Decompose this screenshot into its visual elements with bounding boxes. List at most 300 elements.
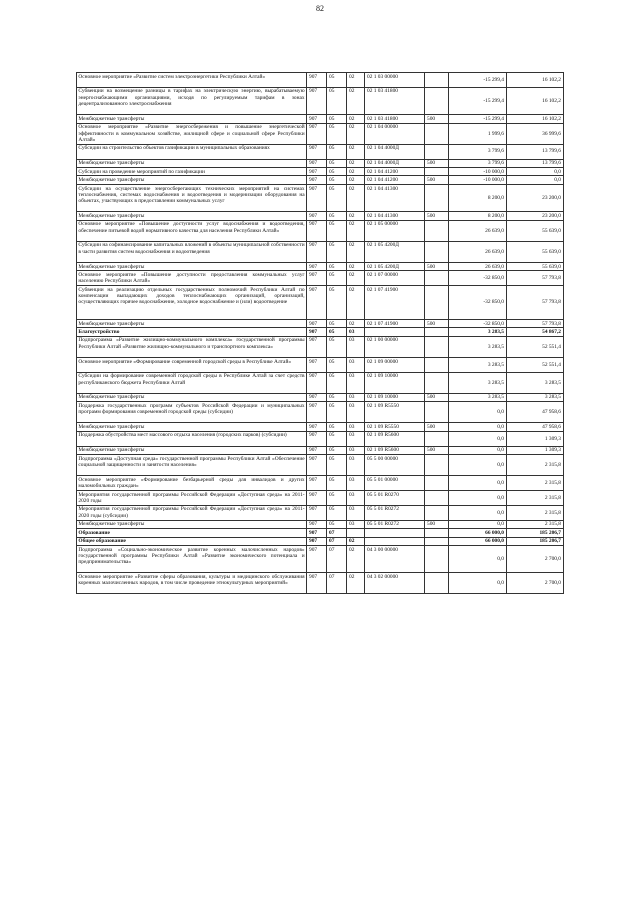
row-name: Субсидии на формирование современной городской среды в Республике Алтай за счет средств республиканского бюджета Республики Алтай (77, 372, 307, 393)
amount-total: 185 206,7 (507, 529, 564, 537)
row-name: Основное мероприятие «Формирование современной городской среды в Республике Алтай» (77, 357, 307, 372)
row-name: Межбюджетные трансферты (77, 446, 307, 454)
table-row (77, 573, 564, 594)
ministry-code: 907 (307, 241, 327, 262)
section-code: 05 (327, 455, 347, 476)
row-name: Межбюджетные трансферты (77, 319, 307, 327)
subsection-code: 02 (347, 176, 365, 184)
target-article-code: 02 1 05 4200Д (365, 241, 425, 262)
amount-total: 3 283,5 (507, 372, 564, 393)
section-code: 05 (327, 476, 347, 491)
expense-type-code (425, 286, 449, 320)
row-name: Межбюджетные трансферты (77, 212, 307, 220)
amount-change: 3 283,5 (449, 372, 507, 393)
target-article-code: 02 1 04 41200 (365, 176, 425, 184)
amount-total: 23 200,0 (507, 212, 564, 220)
table-row (77, 286, 564, 320)
target-article-code: 02 1 04 4000Д (365, 159, 425, 167)
amount-change: 3 799,6 (449, 144, 507, 159)
subsection-code: 03 (347, 431, 365, 446)
section-code: 05 (327, 144, 347, 159)
expense-type-code (425, 476, 449, 491)
amount-total: 16 102,2 (507, 73, 564, 88)
ministry-code: 907 (307, 573, 327, 594)
ministry-code: 907 (307, 505, 327, 520)
target-article-code: 05 5 01 00000 (365, 476, 425, 491)
section-code: 05 (327, 212, 347, 220)
subsection-code: 02 (347, 271, 365, 286)
amount-change: 0,0 (449, 431, 507, 446)
target-article-code: 02 1 09 R5600 (365, 446, 425, 454)
table-row (77, 319, 564, 327)
amount-total: 185 206,7 (507, 537, 564, 545)
amount-total: 0,0 (507, 167, 564, 175)
section-code: 05 (327, 491, 347, 506)
subsection-code: 02 (347, 167, 365, 175)
amount-total: 57 793,8 (507, 319, 564, 327)
table-row (77, 184, 564, 211)
section-code: 05 (327, 115, 347, 123)
section-code: 05 (327, 167, 347, 175)
table-body (77, 73, 564, 594)
amount-total: 57 793,8 (507, 286, 564, 320)
amount-total: 3 283,5 (507, 393, 564, 401)
row-name: Субсидии на осуществление энергосберегающих технических мероприятий на системах теплоснабжения, системах водоснабжения и водоотведения и модернизации оборудования на объектах, участвующих в предоставлении коммунальных услуг (77, 184, 307, 211)
table-row (77, 220, 564, 241)
subsection-code: 02 (347, 184, 365, 211)
ministry-code: 907 (307, 402, 327, 423)
subsection-code: 02 (347, 220, 365, 241)
amount-change: 0,0 (449, 546, 507, 573)
row-name: Основное мероприятие «Повышение доступности услуг водоснабжения и водоотведения, обеспечение питьевой водой нормативного качества для населения Республики Алтай» (77, 220, 307, 241)
amount-total: 47 958,6 (507, 402, 564, 423)
expense-type-code (425, 455, 449, 476)
subsection-code: 03 (347, 402, 365, 423)
target-article-code: 02 1 04 41300 (365, 212, 425, 220)
expense-type-code (425, 529, 449, 537)
table-row (77, 271, 564, 286)
amount-change: -32 850,0 (449, 286, 507, 320)
target-article-code: 02 1 05 4200Д (365, 262, 425, 270)
amount-total: 52 551,4 (507, 336, 564, 357)
amount-change: 0,0 (449, 423, 507, 431)
amount-total: 16 102,2 (507, 115, 564, 123)
section-code: 05 (327, 184, 347, 211)
table-row (77, 115, 564, 123)
amount-total: 0,0 (507, 176, 564, 184)
table-row (77, 328, 564, 336)
target-article-code: 04 3 02 00000 (365, 573, 425, 594)
amount-total: 23 200,0 (507, 184, 564, 211)
row-name: Подпрограмма «Доступная среда» государственной программы Республики Алтай «Обеспечение социальной защищенности и занятости населения» (77, 455, 307, 476)
amount-change: -15 299,4 (449, 87, 507, 114)
table-row (77, 476, 564, 491)
ministry-code: 907 (307, 87, 327, 114)
row-name: Образование (77, 529, 307, 537)
section-code: 05 (327, 423, 347, 431)
amount-change: 0,0 (449, 505, 507, 520)
row-name: Субсидии на проведение мероприятий по газификации (77, 167, 307, 175)
row-name: Субсидии на софинансирование капитальных вложений в объекты муниципальной собственности в части развития систем водоснабжения и водоотведения (77, 241, 307, 262)
amount-change: 1 999,6 (449, 123, 507, 144)
row-name: Мероприятия государственной программы Российской Федерации «Доступная среда» на 2011-2020 годы (субсидии) (78, 506, 305, 519)
table-row (77, 546, 564, 573)
ministry-code: 907 (307, 476, 327, 491)
amount-change: 3 283,5 (449, 393, 507, 401)
ministry-code: 907 (307, 546, 327, 573)
section-code: 05 (327, 505, 347, 520)
target-article-code: 02 1 03 00000 (365, 73, 425, 88)
amount-change: -32 850,0 (449, 271, 507, 286)
table-row (77, 123, 564, 144)
section-code: 07 (327, 546, 347, 573)
ministry-code: 907 (307, 115, 327, 123)
row-name: Межбюджетные трансферты (77, 262, 307, 270)
subsection-code: 03 (347, 336, 365, 357)
section-code: 05 (327, 336, 347, 357)
table-row (77, 159, 564, 167)
expense-type-code: 500 (425, 159, 449, 167)
amount-change: 0,0 (449, 573, 507, 594)
section-code: 05 (327, 402, 347, 423)
target-article-code (365, 529, 425, 537)
ministry-code: 907 (307, 446, 327, 454)
amount-change: 3 283,5 (449, 336, 507, 357)
ministry-code: 907 (307, 144, 327, 159)
amount-change: 3 283,5 (449, 357, 507, 372)
expense-type-code (425, 220, 449, 241)
expense-type-code (425, 537, 449, 545)
amount-total: 2 315,8 (507, 476, 564, 491)
ministry-code: 907 (307, 393, 327, 401)
row-name: Подпрограмма «Развитие жилищно-коммунального комплекса» государственной программы Республики Алтай «Развитие жилищно-коммунального и транспортного комплекса» (77, 336, 307, 357)
section-code: 05 (327, 357, 347, 372)
expense-type-code (425, 184, 449, 211)
expense-type-code: 500 (425, 446, 449, 454)
target-article-code: 05 5 01 R0272 (365, 505, 425, 520)
expense-type-code: 500 (425, 520, 449, 528)
target-article-code: 02 1 04 4000Д (365, 144, 425, 159)
amount-change: -10 000,0 (449, 167, 507, 175)
amount-total: 55 639,0 (507, 262, 564, 270)
amount-change: 8 200,0 (449, 184, 507, 211)
amount-change: 26 639,0 (449, 241, 507, 262)
target-article-code: 02 1 04 41300 (365, 184, 425, 211)
expense-type-code (425, 144, 449, 159)
expense-type-code (425, 123, 449, 144)
expense-type-code: 500 (425, 393, 449, 401)
ministry-code: 907 (307, 491, 327, 506)
ministry-code: 907 (307, 123, 327, 144)
table-row (77, 144, 564, 159)
subsection-code: 02 (347, 212, 365, 220)
row-name: Поддержка государственных программ субъектов Российской Федерации и муниципальных программ формирования современной городской среды (субсидии) (77, 402, 307, 423)
section-code: 05 (327, 241, 347, 262)
table-row (77, 423, 564, 431)
table-row (77, 455, 564, 476)
subsection-code: 02 (347, 241, 365, 262)
table-row (77, 537, 564, 545)
row-name: Межбюджетные трансферты (77, 423, 307, 431)
table-row (77, 87, 564, 114)
expense-type-code: 500 (425, 212, 449, 220)
ministry-code: 907 (307, 262, 327, 270)
subsection-code: 02 (347, 87, 365, 114)
section-code: 05 (327, 319, 347, 327)
expense-type-code (425, 241, 449, 262)
subsection-code: 02 (347, 73, 365, 88)
section-code: 05 (327, 87, 347, 114)
ministry-code: 907 (307, 328, 327, 336)
table-row (77, 357, 564, 372)
row-name: Подпрограмма «Социально-экономическое развитие коренных малочисленных народов» государственной программы Республики Алтай «Развитие экономического потенциала и предпринимательства» (77, 546, 307, 573)
section-code: 05 (327, 286, 347, 320)
row-name: Субсидии на строительство объектов газификации в муниципальных образованиях (77, 144, 307, 159)
target-article-code: 05 5 01 R0272 (365, 520, 425, 528)
subsection-code: 03 (347, 357, 365, 372)
expense-type-code (425, 402, 449, 423)
amount-total: 52 551,4 (507, 357, 564, 372)
expense-type-code: 500 (425, 423, 449, 431)
section-code: 05 (327, 446, 347, 454)
target-article-code: 05 5 00 00000 (365, 455, 425, 476)
subsection-code: 02 (347, 546, 365, 573)
amount-change: -15 299,4 (449, 73, 507, 88)
row-name: Основное мероприятие «Формирование безбарьерной среды для инвалидов и других маломобильных граждан» (78, 476, 305, 490)
row-name: Мероприятия государственной программы Российской Федерации «Доступная среда» на 2011-2020 годы (78, 491, 305, 504)
subsection-code: 03 (347, 423, 365, 431)
table-row (77, 167, 564, 175)
section-code: 05 (327, 176, 347, 184)
amount-total: 36 999,6 (507, 123, 564, 144)
amount-change: -32 850,0 (449, 319, 507, 327)
row-name: Основное мероприятие «Развитие систем электроэнергетики Республики Алтай» (77, 73, 307, 88)
ministry-code: 907 (307, 537, 327, 545)
target-article-code: 02 1 09 R5550 (365, 423, 425, 431)
table-row (77, 212, 564, 220)
amount-change: 8 200,0 (449, 212, 507, 220)
table-row (77, 176, 564, 184)
expense-type-code (425, 336, 449, 357)
amount-change: 0,0 (449, 491, 507, 506)
budget-table (76, 72, 564, 594)
row-name: Субвенции на реализацию отдельных государственных полномочий Республики Алтай по компенсации выпадающих доходов теплоснабжающих организаций, организаций, осуществляющих горячее водоснабжение, холодное водоснабжение и (или) водоотведение (77, 286, 307, 320)
subsection-code: 03 (347, 372, 365, 393)
amount-change: 66 000,0 (449, 537, 507, 545)
amount-change: 26 639,0 (449, 262, 507, 270)
amount-total: 2 315,8 (507, 455, 564, 476)
expense-type-code (425, 573, 449, 594)
subsection-code: 02 (347, 159, 365, 167)
amount-total: 2 315,8 (507, 505, 564, 520)
target-article-code: 02 1 09 10000 (365, 393, 425, 401)
section-code: 07 (327, 537, 347, 545)
amount-total: 55 639,0 (507, 241, 564, 262)
subsection-code: 03 (347, 393, 365, 401)
amount-total: 55 639,0 (507, 220, 564, 241)
subsection-code: 02 (347, 115, 365, 123)
ministry-code: 907 (307, 220, 327, 241)
target-article-code: 02 1 09 R5600 (365, 431, 425, 446)
expense-type-code: 500 (425, 319, 449, 327)
section-code: 05 (327, 372, 347, 393)
subsection-code: 02 (347, 123, 365, 144)
target-article-code: 02 1 07 41900 (365, 286, 425, 320)
ministry-code: 907 (307, 212, 327, 220)
ministry-code: 907 (307, 167, 327, 175)
subsection-code: 03 (347, 491, 365, 506)
target-article-code: 02 1 07 00000 (365, 271, 425, 286)
amount-change: -10 000,0 (449, 176, 507, 184)
amount-total: 13 799,6 (507, 144, 564, 159)
target-article-code: 02 1 05 00000 (365, 220, 425, 241)
ministry-code: 907 (307, 372, 327, 393)
expense-type-code (425, 271, 449, 286)
section-code: 05 (327, 159, 347, 167)
row-name: Межбюджетные трансферты (77, 393, 307, 401)
amount-change: 0,0 (449, 520, 507, 528)
subsection-code: 03 (347, 505, 365, 520)
section-code: 07 (327, 529, 347, 537)
table-row (77, 73, 564, 88)
row-name: Межбюджетные трансферты (77, 520, 307, 528)
table-row (77, 505, 564, 520)
amount-total: 2 700,0 (507, 573, 564, 594)
ministry-code: 907 (307, 520, 327, 528)
expense-type-code (425, 431, 449, 446)
amount-total: 16 102,2 (507, 87, 564, 114)
target-article-code (365, 537, 425, 545)
subsection-code: 03 (347, 520, 365, 528)
row-name: Основное мероприятие «Повышение доступности предоставления коммунальных услуг населению Республики Алтай» (78, 272, 305, 285)
target-article-code: 02 1 04 00000 (365, 123, 425, 144)
amount-change: 66 000,0 (449, 529, 507, 537)
table-row (77, 402, 564, 423)
subsection-code: 03 (347, 476, 365, 491)
subsection-code: 02 (347, 537, 365, 545)
section-code: 05 (327, 220, 347, 241)
expense-type-code (425, 73, 449, 88)
target-article-code: 02 1 00 00000 (365, 336, 425, 357)
ministry-code: 907 (307, 271, 327, 286)
section-code: 05 (327, 271, 347, 286)
expense-type-code: 500 (425, 262, 449, 270)
row-name: Основное мероприятие «Развитие сферы образования, культуры и медицинского обслуживания коренных малочисленных народов, в том числе проведение этнокультурных мероприятий» (77, 573, 307, 594)
expense-type-code (425, 505, 449, 520)
table-row (77, 372, 564, 393)
expense-type-code (425, 372, 449, 393)
section-code: 05 (327, 393, 347, 401)
target-article-code: 02 1 03 41800 (365, 115, 425, 123)
section-code: 05 (327, 123, 347, 144)
subsection-code: 02 (347, 262, 365, 270)
target-article-code: 02 1 03 41800 (365, 87, 425, 114)
target-article-code: 04 3 00 00000 (365, 546, 425, 573)
table-row (77, 529, 564, 537)
amount-change: 3 283,5 (449, 328, 507, 336)
amount-change: 3 799,6 (449, 159, 507, 167)
target-article-code (365, 328, 425, 336)
expense-type-code (425, 87, 449, 114)
amount-change: 0,0 (449, 476, 507, 491)
expense-type-code (425, 357, 449, 372)
section-code: 05 (327, 262, 347, 270)
amount-total: 57 793,8 (507, 271, 564, 286)
table-row (77, 241, 564, 262)
expense-type-code (425, 167, 449, 175)
subsection-code: 02 (347, 286, 365, 320)
subsection-code: 03 (347, 455, 365, 476)
ministry-code: 907 (307, 336, 327, 357)
amount-total: 1 309,3 (507, 431, 564, 446)
target-article-code: 05 5 01 R0270 (365, 491, 425, 506)
expense-type-code (425, 546, 449, 573)
ministry-code: 907 (307, 529, 327, 537)
amount-total: 54 867,2 (507, 328, 564, 336)
subsection-code: 02 (347, 144, 365, 159)
ministry-code: 907 (307, 357, 327, 372)
subsection-code: 02 (347, 319, 365, 327)
target-article-code: 02 1 07 41900 (365, 319, 425, 327)
amount-change: 0,0 (449, 402, 507, 423)
amount-total: 2 700,0 (507, 546, 564, 573)
section-code: 05 (327, 431, 347, 446)
subsection-code: 03 (347, 446, 365, 454)
target-article-code: 02 1 09 R5550 (365, 402, 425, 423)
amount-change: 0,0 (449, 446, 507, 454)
subsection-code: 02 (347, 573, 365, 594)
amount-change: 0,0 (449, 455, 507, 476)
table-row (77, 520, 564, 528)
row-name: Межбюджетные трансферты (77, 176, 307, 184)
section-code: 07 (327, 573, 347, 594)
amount-total: 2 315,8 (507, 491, 564, 506)
row-name: Межбюджетные трансферты (77, 159, 307, 167)
subsection-code (347, 529, 365, 537)
row-name: Благоустройство (77, 328, 307, 336)
section-code: 05 (327, 328, 347, 336)
amount-total: 2 315,8 (507, 520, 564, 528)
table-row (77, 336, 564, 357)
ministry-code: 907 (307, 431, 327, 446)
table-row (77, 431, 564, 446)
table-row (77, 446, 564, 454)
target-article-code: 02 1 04 41200 (365, 167, 425, 175)
row-name: Основное мероприятие «Развитие энергосбережения и повышение энергетической эффективности в коммунальном хозяйстве, жилищной сфере и социальной сфере Республики Алтай» (78, 124, 305, 143)
section-code: 05 (327, 73, 347, 88)
section-code: 05 (327, 520, 347, 528)
row-name: Поддержка обустройства мест массового отдыха населения (городских парков) (субсидии) (77, 431, 307, 446)
ministry-code: 907 (307, 73, 327, 88)
table-row (77, 491, 564, 506)
amount-change: -15 299,4 (449, 115, 507, 123)
expense-type-code: 500 (425, 176, 449, 184)
expense-type-code (425, 491, 449, 506)
subsection-code: 03 (347, 328, 365, 336)
row-name: Субвенции на возмещение разницы в тарифах на электрическую энергию, вырабатываемую энергоснабжающими организациями, исходя по регулируемым тарифам в зонах децентрализованного электроснабжения (77, 87, 307, 114)
ministry-code: 907 (307, 423, 327, 431)
target-article-code: 02 1 09 10000 (365, 372, 425, 393)
page-number: 82 (316, 4, 324, 13)
amount-total: 1 309,3 (507, 446, 564, 454)
amount-total: 47 958,6 (507, 423, 564, 431)
table-row (77, 262, 564, 270)
table-row (77, 393, 564, 401)
expense-type-code: 500 (425, 115, 449, 123)
ministry-code: 907 (307, 184, 327, 211)
ministry-code: 907 (307, 159, 327, 167)
amount-change: 26 639,0 (449, 220, 507, 241)
